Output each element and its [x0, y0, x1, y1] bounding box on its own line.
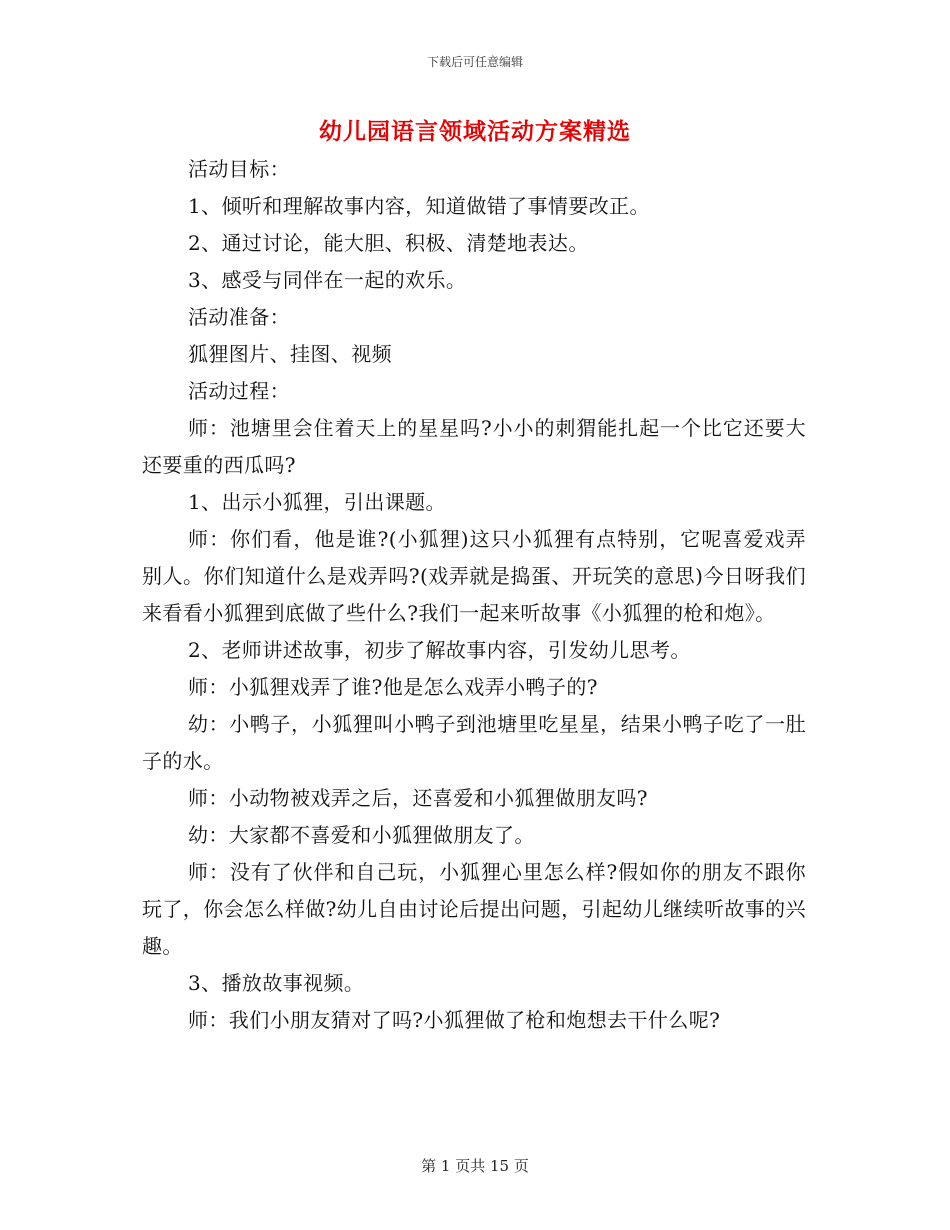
paragraph: 活动目标：: [188, 157, 290, 181]
header-note: 下载后可任意编辑: [426, 55, 523, 69]
document-title: 幼儿园语言领域活动方案精选: [319, 118, 631, 145]
paragraph: 师：你们看，他是谁?(小狐狸)这只小狐狸有点特别，它呢喜爱戏弄别人。你们知道什么是戏弄吗?(戏弄就是捣蛋、开玩笑的意思)今日呀我们来看看小狐狸到底做了些什么?我们一起来听故事《小狐狸的枪和炮》。: [142, 527, 806, 625]
paragraph: 师：没有了伙伴和自己玩，小狐狸心里怎么样?假如你的朋友不跟你玩了，你会怎么样做?幼儿自由讨论后提出问题，引起幼儿继续听故事的兴趣。: [142, 860, 806, 958]
paragraph: 活动准备：: [188, 305, 290, 329]
paragraph: 2、通过讨论，能大胆、积极、清楚地表达。: [188, 231, 589, 255]
document-body: [142, 151, 806, 1039]
paragraph: 幼：大家都不喜爱和小狐狸做朋友了。: [188, 823, 535, 847]
paragraph: 1、出示小狐狸，引出课题。: [188, 490, 446, 514]
paragraph: 师：小动物被戏弄之后，还喜爱和小狐狸做朋友吗?: [188, 786, 648, 810]
paragraph: 2、老师讲述故事，初步了解故事内容，引发幼儿思考。: [188, 638, 691, 662]
paragraph: 3、感受与同伴在一起的欢乐。: [188, 268, 467, 292]
paragraph: 师：小狐狸戏弄了谁?他是怎么戏弄小鸭子的?: [188, 675, 598, 699]
paragraph: 活动过程：: [188, 379, 290, 403]
paragraph: 幼：小鸭子，小狐狸叫小鸭子到池塘里吃星星，结果小鸭子吃了一肚子的水。: [142, 712, 806, 773]
paragraph: 1、倾听和理解故事内容，知道做错了事情要改正。: [188, 194, 650, 218]
paragraph: 狐狸图片、挂图、视频: [188, 342, 392, 366]
paragraph: 3、播放故事视频。: [188, 971, 365, 995]
paragraph: 师：我们小朋友猜对了吗?小狐狸做了枪和炮想去干什么呢?: [188, 1008, 721, 1032]
page-number-footer: 第 1 页共 15 页: [421, 1157, 529, 1175]
paragraph: 师：池塘里会住着天上的星星吗?小小的刺猬能扎起一个比它还要大还要重的西瓜吗?: [142, 416, 806, 477]
